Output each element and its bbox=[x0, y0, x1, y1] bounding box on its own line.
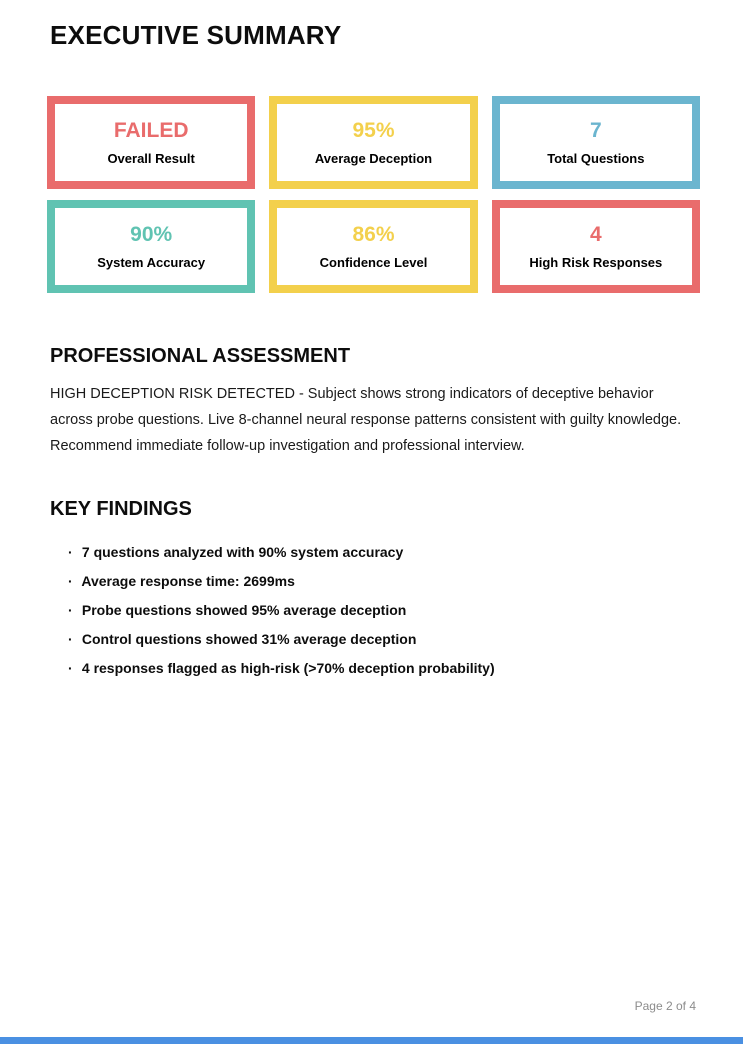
finding-item bbox=[68, 538, 700, 567]
metric-card bbox=[492, 96, 700, 189]
finding-item bbox=[68, 567, 700, 596]
card-value: 86% bbox=[352, 223, 395, 246]
bullet-dot: · bbox=[68, 573, 73, 589]
metric-card bbox=[492, 200, 700, 293]
card-value: 90% bbox=[130, 223, 173, 246]
metric-card bbox=[269, 200, 477, 293]
assessment-heading: PROFESSIONAL ASSESSMENT bbox=[50, 345, 351, 367]
bullet-dot: · bbox=[68, 602, 73, 618]
key-findings-list bbox=[47, 538, 700, 683]
card-value: FAILED bbox=[113, 119, 189, 142]
key-findings-heading: KEY FINDINGS bbox=[50, 498, 192, 520]
bullet-dot: · bbox=[68, 544, 73, 560]
bullet-dot: · bbox=[68, 631, 73, 647]
card-label: Overall Result bbox=[107, 151, 195, 166]
card-label: High Risk Responses bbox=[529, 255, 663, 270]
finding-text: 4 responses flagged as high-risk (>70% deception probability) bbox=[78, 660, 495, 676]
assessment-body: HIGH DECEPTION RISK DETECTED - Subject shows strong indicators of deceptive behavior across probe questions. Live 8-channel neural response patterns consistent with guilty knowledge. Recommend immediate follow-up investigation and professional interview. bbox=[50, 386, 682, 454]
finding-text: 7 questions analyzed with 90% system accuracy bbox=[78, 544, 404, 560]
card-value: 7 bbox=[589, 119, 602, 142]
summary-cards bbox=[47, 96, 700, 293]
finding-item bbox=[68, 654, 700, 683]
page-title: EXECUTIVE SUMMARY bbox=[50, 20, 342, 50]
finding-item bbox=[68, 625, 700, 654]
metric-card bbox=[47, 200, 255, 293]
footer-accent-bar bbox=[0, 1037, 743, 1044]
finding-text: Average response time: 2699ms bbox=[78, 573, 295, 589]
card-value: 4 bbox=[589, 223, 602, 246]
metric-card bbox=[269, 96, 477, 189]
card-value: 95% bbox=[352, 119, 395, 142]
finding-item bbox=[68, 596, 700, 625]
card-label: System Accuracy bbox=[97, 255, 206, 270]
key-findings-section bbox=[47, 498, 700, 683]
finding-text: Probe questions showed 95% average deception bbox=[78, 602, 407, 618]
bullet-dot: · bbox=[68, 660, 73, 676]
assessment-section bbox=[47, 345, 700, 459]
page-number: Page 2 of 4 bbox=[634, 999, 696, 1013]
metric-card bbox=[47, 96, 255, 189]
finding-text: Control questions showed 31% average deception bbox=[78, 631, 417, 647]
card-label: Total Questions bbox=[547, 151, 645, 166]
card-label: Average Deception bbox=[314, 151, 433, 166]
card-label: Confidence Level bbox=[319, 255, 428, 270]
